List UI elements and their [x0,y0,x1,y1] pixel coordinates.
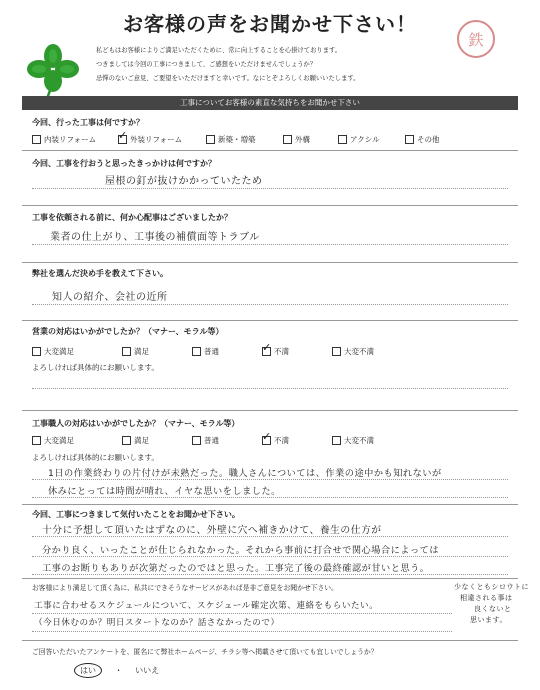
q3-question: 工事を依頼される前に、何か心配事はございましたか？ [32,213,232,222]
answer-line [32,188,508,189]
option-label: 不満 [274,347,289,356]
answer-line [32,556,508,557]
q4-answer: 知人の紹介、会社の近所 [52,292,168,303]
divider [22,205,518,206]
approval-stamp: 鉄 [457,20,495,58]
answer-line [32,497,508,498]
q6-answer-line: 1日の作業終わりの片付けが未熟だった。職人さんについては、作業の途中かも知れないが [48,468,442,479]
divider [22,320,518,321]
answer-line [32,631,452,632]
checkbox[interactable] [32,436,41,445]
side-note-line: 思います。 [470,616,507,624]
q1-option-exterior-works[interactable] [283,134,310,145]
q1-option-other[interactable] [405,134,440,145]
option-label: 外構 [295,135,310,144]
checkbox[interactable] [262,429,272,445]
checkbox[interactable] [332,347,341,356]
section-banner: 工事についてお客様の素直な気持ちをお聞かせ下さい [22,96,518,110]
checkbox[interactable] [118,128,128,144]
divider [22,504,518,505]
checkbox[interactable] [262,340,272,356]
yes-option[interactable]: はい [74,663,102,678]
checkbox[interactable] [332,436,341,445]
q4-question: 弊社を選んだ決め手を教えて下さい。 [32,269,168,278]
check-mark-icon: ✓ [262,429,272,443]
answer-line [32,536,508,537]
q5-option[interactable] [262,340,289,357]
q1-option-interior[interactable] [32,134,96,145]
intro-text [96,44,359,86]
q8-answer-line: 工事に合わせるスケジュールについて、スケジュール確定次第、連絡をもらいたい。 [34,601,379,611]
divider [22,410,518,411]
option-label: 大変満足 [44,347,74,356]
option-label: アクシル [350,135,380,144]
separator: ・ [114,666,123,675]
page-title: お客様の声をお聞かせ下さい！ [123,12,417,36]
checkbox[interactable] [405,135,414,144]
no-option[interactable]: いいえ [135,666,160,675]
q3-answer: 業者の仕上がり、工事後の補償面等トラブル [50,232,260,243]
checkbox[interactable] [206,135,215,144]
divider [22,262,518,263]
option-label: 満足 [134,436,149,445]
answer-line [32,574,508,575]
q5-option[interactable] [122,346,149,357]
divider [22,640,518,641]
q6-option[interactable] [192,435,219,446]
q7-answer-line: 工事のお断りもありが次第だったのではと思った。工事完了後の最終確認が甘いと思う。 [42,563,430,574]
checkbox[interactable] [283,135,292,144]
side-note-line: 相違される事は [460,594,513,602]
q5-option[interactable] [332,346,374,357]
intro-line: 忌憚のないご意見、ご要望をいただけますと幸いです。なにとぞよろしくお願いいたします。 [96,75,360,82]
option-label: 満足 [134,347,149,356]
q1-option-newbuild[interactable] [206,134,256,145]
answer-line [32,388,508,389]
option-label: 大変不満 [344,347,374,356]
q8-side-note [454,582,529,626]
answer-line [32,244,508,245]
check-mark-icon: ✓ [262,340,272,354]
answer-line [32,613,452,614]
option-label: 普通 [204,347,219,356]
check-mark-icon: ✓ [118,128,128,142]
q6-option[interactable] [32,435,74,446]
checkbox[interactable] [122,347,131,356]
q2-answer: 屋根の釘が抜けかかっていたため [105,176,263,187]
q1-option-acsil[interactable] [338,134,380,145]
q6-option[interactable] [122,435,149,446]
q6-option[interactable] [262,429,289,446]
q5-question: 営業の対応はいかがでしたか？（マナー、モラル等） [32,327,224,336]
q9-question: ご回答いただいたアンケートを、匿名にて弊社ホームページ、チラシ等へ掲載させて頂いても宜しいでしょうか？ [32,648,378,656]
q6-question: 工事職人の対応はいかがでしたか？（マナー、モラル等） [32,419,240,428]
option-label: 新築・増築 [218,135,256,144]
q5-followup: よろしければ具体的にお願いします。 [32,363,159,372]
option-label: 普通 [204,436,219,445]
q1-option-exterior[interactable] [118,128,183,145]
q8-answer-line: （今日休むのか？明日スタートなのか？話さなかったので） [34,618,280,628]
answer-line [32,304,508,305]
q1-question: 今回、行った工事は何ですか？ [32,118,144,127]
option-label: 大変不満 [344,436,374,445]
q9-answer[interactable] [74,663,159,678]
divider [22,578,518,579]
q5-option[interactable] [192,346,219,357]
option-label: 不満 [274,436,289,445]
side-note-line: 少なくともシロウトに [454,583,529,591]
intro-line: 私どもはお客様によりご満足いただくために、常に向上することを心掛けております。 [96,47,342,54]
q6-answer-line: 休みにとっては時間が晴れ、イヤな思いをしました。 [48,486,281,497]
answer-line [32,479,508,480]
q2-question: 今回、工事を行おうと思ったきっかけは何ですか？ [32,159,216,168]
q8-question: お客様により満足して頂く為に、私共にできそうなサービスがあれば是非ご意見をお聞かせ下さい。 [32,584,338,592]
q7-answer-line: 十分に予想して頂いたはずなのに、外壁に穴へ補きかけて、養生の仕方が [42,525,382,536]
intro-line: つきましては今回の工事につきまして、ご感想をいただけませんでしょうか？ [96,61,317,68]
option-label: その他 [417,135,440,144]
checkbox[interactable] [192,436,201,445]
q7-question: 今回、工事につきまして気付いたことをお聞かせ下さい。 [32,510,240,519]
option-label: 内装リフォーム [44,135,97,144]
divider [22,150,518,151]
q5-option[interactable] [32,346,74,357]
option-label: 外装リフォーム [130,135,183,144]
checkbox[interactable] [32,135,41,144]
checkbox[interactable] [192,347,201,356]
checkbox[interactable] [122,436,131,445]
q6-option[interactable] [332,435,374,446]
q7-answer-line: 分かり良く、いったことが仕じられなかった。それから事前に打合せで関心場合によっては [42,545,440,556]
option-label: 大変満足 [44,436,74,445]
q6-followup: よろしければ具体的にお願いします。 [32,453,159,462]
checkbox[interactable] [32,347,41,356]
checkbox[interactable] [338,135,347,144]
side-note-line: 良くないと [474,605,512,613]
